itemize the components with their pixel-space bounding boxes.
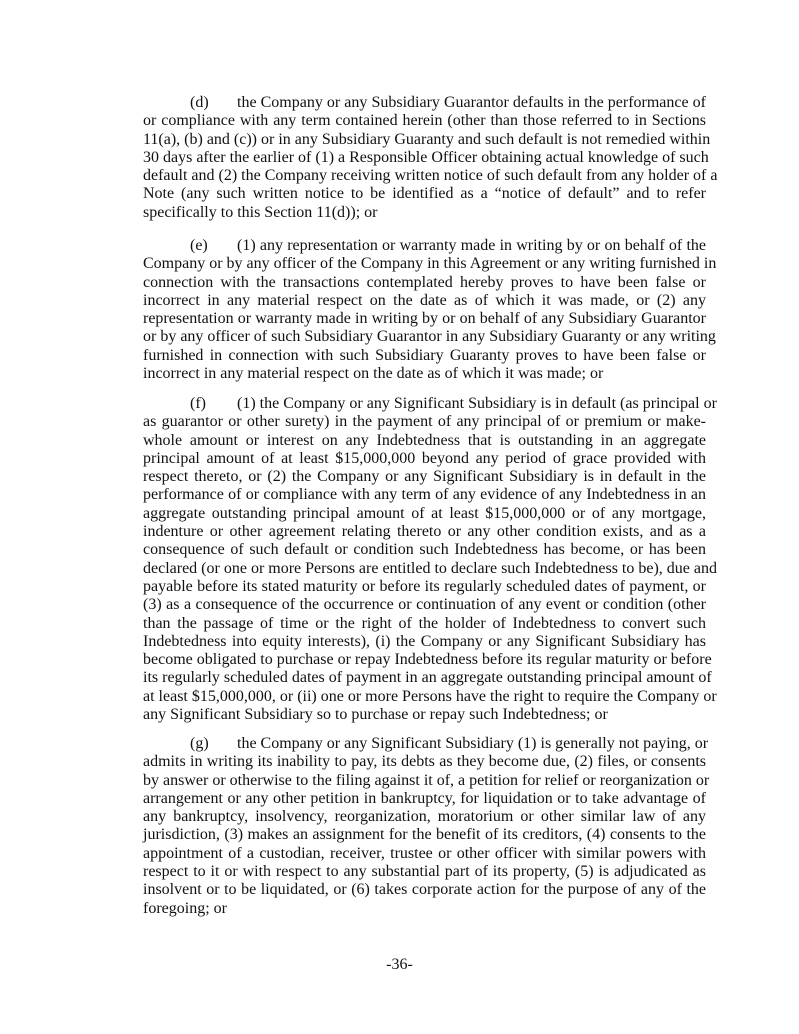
line-text: respect thereto, or (2) the Company or any Significant Subsidiary is in default in the bbox=[143, 468, 706, 486]
line-text: insolvent or to be liquidated, or (6) takes corporate action for the purpose of any of the bbox=[143, 881, 706, 899]
line-text: principal amount of at least $15,000,000 beyond any period of grace provided with bbox=[143, 449, 706, 467]
line-text: or by any officer of such Subsidiary Guarantor in any Subsidiary Guaranty or any writing bbox=[143, 328, 716, 346]
line-text: by answer or otherwise to the filing against it of, a petition for relief or reorganization or bbox=[143, 771, 710, 789]
line-text: representation or warranty made in writing by or on behalf of any Subsidiary Guarantor bbox=[143, 310, 706, 328]
line-text: as guarantor or other surety) in the payment of any principal of or premium or make- bbox=[143, 413, 706, 431]
page-number: -36- bbox=[386, 956, 413, 973]
line-text: Company or by any officer of the Company in this Agreement or any writing furnished in bbox=[143, 255, 717, 273]
line-text: appointment of a custodian, receiver, trustee or other officer with similar powers with bbox=[143, 844, 706, 862]
paragraph-f bbox=[143, 395, 717, 724]
line-text: default and (2) the Company receiving written notice of such default from any holder of a bbox=[143, 167, 718, 185]
line-text: specifically to this Section 11(d)); or bbox=[143, 203, 378, 221]
line-text: Note (any such written notice to be identified as a “notice of default” and to refer bbox=[143, 185, 706, 203]
line-text: indenture or other agreement relating thereto or any other condition exists, and as a bbox=[143, 523, 706, 541]
line-text: payable before its stated maturity or before its regularly scheduled dates of payment, or bbox=[143, 577, 706, 595]
clause-label: (g) bbox=[190, 735, 209, 752]
paragraph-first-line bbox=[143, 735, 709, 753]
line-text: respect to it or with respect to any substantial part of its property, (5) is adjudicated as bbox=[143, 863, 706, 881]
line-text: Indebtedness into equity interests), (i) the Company or any Significant Subsidiary has bbox=[143, 632, 706, 650]
paragraph-g bbox=[143, 735, 710, 918]
paragraph-e bbox=[143, 237, 717, 383]
line-text: 11(a), (b) and (c)) or in any Subsidiary Guaranty and such default is not remedied within bbox=[143, 130, 711, 148]
line-text: consequence of such default or condition such Indebtedness has become, or has been bbox=[143, 541, 706, 559]
line-text: incorrect in any material respect on the date as of which it was made; or bbox=[143, 365, 604, 383]
line-text: arrangement or any other petition in bankruptcy, for liquidation or to take advantage of bbox=[143, 789, 706, 807]
line-text: incorrect in any material respect on the date as of which it was made, or (2) any bbox=[143, 291, 706, 309]
line-text: aggregate outstanding principal amount of at least $15,000,000 or of any mortgage, bbox=[143, 504, 706, 522]
line-text: connection with the transactions contemplated hereby proves to have been false or bbox=[143, 273, 706, 291]
line-text: the Company or any Subsidiary Guarantor defaults in the performance of bbox=[237, 94, 706, 111]
line-text: than the passage of time or the right of the holder of Indebtedness to convert such bbox=[143, 614, 706, 632]
paragraph-d bbox=[143, 94, 718, 222]
clause-label: (f) bbox=[190, 395, 206, 412]
line-text: at least $15,000,000, or (ii) one or more Persons have the right to require the Company or bbox=[143, 687, 717, 705]
line-text: foregoing; or bbox=[143, 899, 227, 917]
line-text: declared (or one or more Persons are entitled to declare such Indebtedness to be), due and bbox=[143, 559, 717, 577]
line-text: its regularly scheduled dates of payment in an aggregate outstanding principal amount of bbox=[143, 669, 712, 687]
line-text: any Significant Subsidiary so to purchase or repay such Indebtedness; or bbox=[143, 706, 608, 724]
line-text: performance of or compliance with any term of any evidence of any Indebtedness in an bbox=[143, 486, 706, 504]
line-text: 30 days after the earlier of (1) a Responsible Officer obtaining actual knowledge of such bbox=[143, 148, 709, 166]
line-text: any bankruptcy, insolvency, reorganization, moratorium or other similar law of any bbox=[143, 808, 706, 826]
paragraph-first-line bbox=[143, 395, 717, 413]
line-text: (1) any representation or warranty made in writing by or on behalf of the bbox=[237, 237, 706, 254]
line-text: become obligated to purchase or repay Indebtedness before its regular maturity or before bbox=[143, 651, 712, 669]
paragraph-first-line bbox=[143, 237, 706, 255]
clause-label: (d) bbox=[190, 94, 209, 111]
line-text: or compliance with any term contained herein (other than those referred to in Sections bbox=[143, 112, 706, 130]
line-text: (3) as a consequence of the occurrence or continuation of any event or condition (other bbox=[143, 596, 706, 614]
line-text: the Company or any Significant Subsidiary (1) is generally not paying, or bbox=[237, 735, 709, 752]
line-text: furnished in connection with such Subsidiary Guaranty proves to have been false or bbox=[143, 346, 706, 364]
paragraph-first-line bbox=[143, 94, 706, 112]
line-text: (1) the Company or any Significant Subsidiary is in default (as principal or bbox=[237, 395, 717, 412]
line-text: jurisdiction, (3) makes an assignment for the benefit of its creditors, (4) consents to the bbox=[143, 826, 706, 844]
line-text: whole amount or interest on any Indebtedness that is outstanding in an aggregate bbox=[143, 431, 706, 449]
line-text: admits in writing its inability to pay, its debts as they become due, (2) files, or consents bbox=[143, 753, 706, 771]
clause-label: (e) bbox=[190, 237, 208, 254]
